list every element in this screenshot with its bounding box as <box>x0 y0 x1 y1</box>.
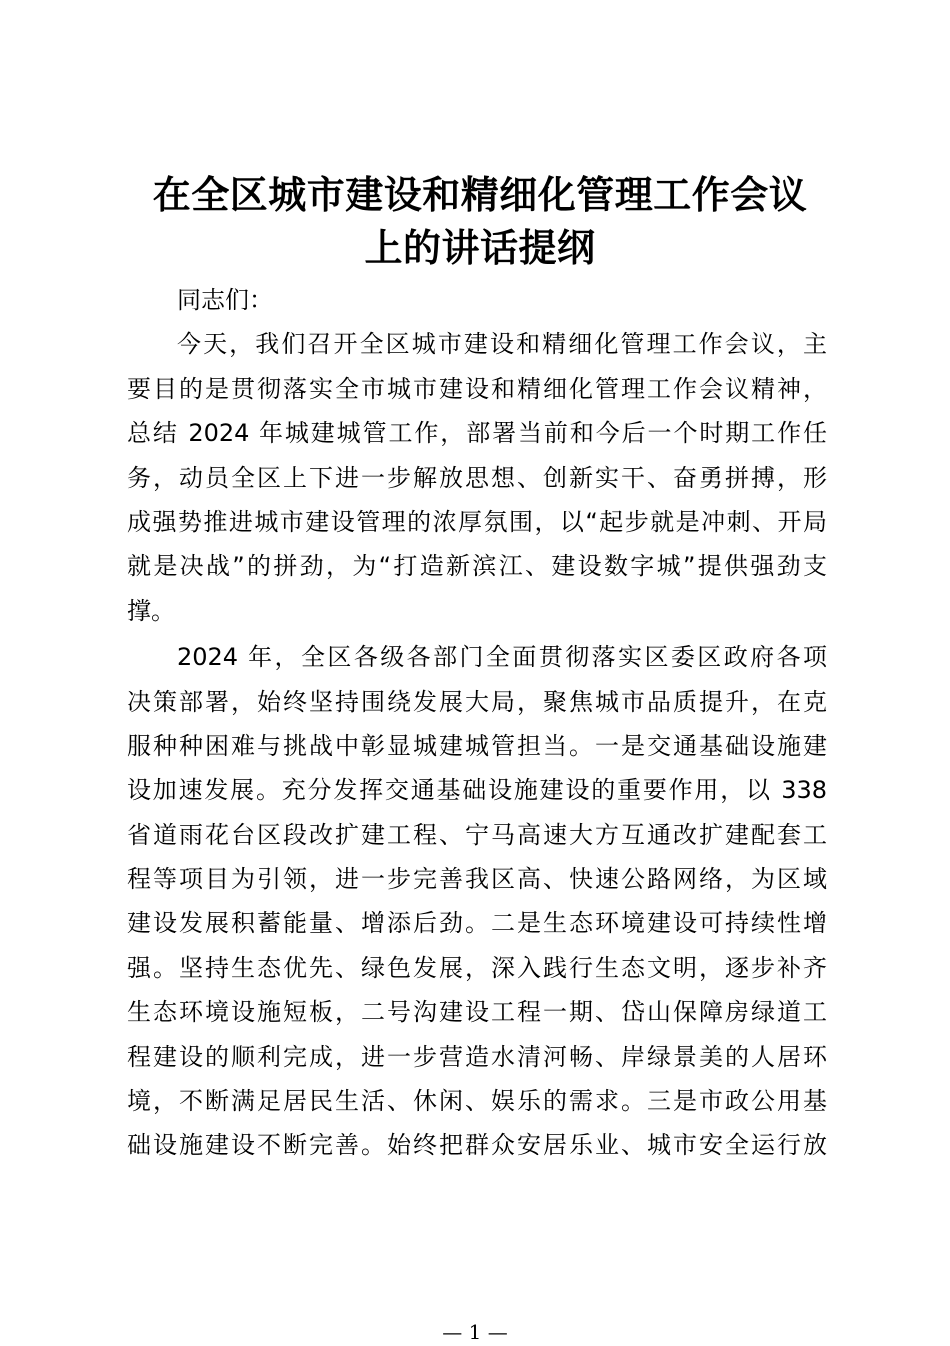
paragraph-line: 境，不断满足居民生活、休闲、娱乐的需求。三是市政公用基 <box>127 1087 827 1116</box>
page-number: — 1 — <box>442 1320 508 1344</box>
paragraph-line: 2024 年，全区各级各部门全面贯彻落实区委区政府各项 <box>177 643 827 672</box>
paragraph-line: 要目的是贯彻落实全市城市建设和精细化管理工作会议精神， <box>127 374 827 403</box>
paragraph-line: 决策部署，始终坚持围绕发展大局，聚焦城市品质提升，在克 <box>127 687 827 716</box>
paragraph-line: 程等项目为引领，进一步完善我区高、快速公路网络，为区域 <box>127 865 827 894</box>
paragraph-line: 省道雨花台区段改扩建工程、宁马高速大方互通改扩建配套工 <box>127 820 827 849</box>
paragraph-line: 程建设的顺利完成，进一步营造水清河畅、岸绿景美的人居环 <box>127 1042 827 1071</box>
document-title <box>120 168 840 274</box>
paragraph-line: 生态环境设施短板，二号沟建设工程一期、岱山保障房绿道工 <box>127 998 827 1027</box>
paragraph-line: 强。坚持生态优先、绿色发展，深入践行生态文明，逐步补齐 <box>127 953 827 982</box>
paragraph-1 <box>127 322 827 633</box>
paragraph-line: 总结 2024 年城建城管工作，部署当前和今后一个时期工作任 <box>127 419 827 448</box>
title-line-1: 在全区城市建设和精细化管理工作会议 <box>152 172 808 217</box>
paragraph-line: 务，动员全区上下进一步解放思想、创新实干、奋勇拼搏，形 <box>127 463 827 492</box>
paragraph-line: 建设发展积蓄能量、增添后劲。二是生态环境建设可持续性增 <box>127 909 827 938</box>
salutation: 同志们： <box>177 286 273 314</box>
paragraph-2 <box>127 635 827 1168</box>
paragraph-line: 础设施建设不断完善。始终把群众安居乐业、城市安全运行放 <box>127 1131 827 1160</box>
paragraph-line: 设加速发展。充分发挥交通基础设施建设的重要作用，以 338 <box>127 776 827 805</box>
paragraph-line: 成强势推进城市建设管理的浓厚氛围，以“起步就是冲刺、开局 <box>127 507 827 536</box>
document-body <box>127 278 827 1168</box>
title-line-2: 上的讲话提纲 <box>364 225 596 270</box>
paragraph-line: 撑。 <box>127 596 175 625</box>
paragraph-line: 就是决战”的拼劲，为“打造新滨江、建设数字城”提供强劲支 <box>127 552 827 581</box>
paragraph-line: 今天，我们召开全区城市建设和精细化管理工作会议，主 <box>177 330 827 359</box>
paragraph-line: 服种种困难与挑战中彰显城建城管担当。一是交通基础设施建 <box>127 731 827 760</box>
